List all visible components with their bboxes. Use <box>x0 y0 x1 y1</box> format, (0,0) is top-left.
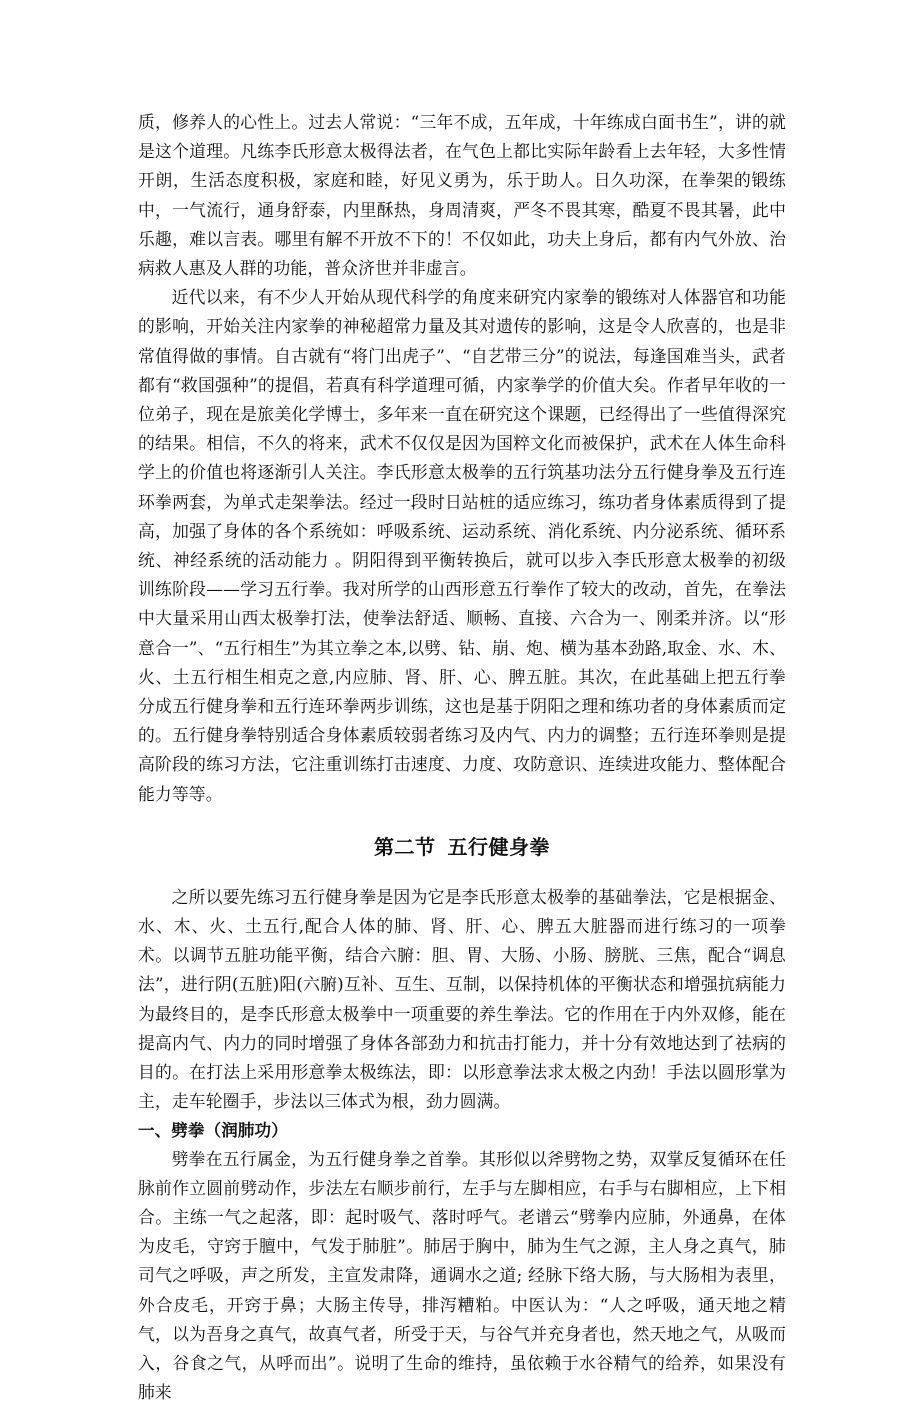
document-page <box>138 108 786 1407</box>
section-title-number: 第二节 <box>374 835 436 859</box>
section-title <box>138 831 786 863</box>
body-paragraph-modern-research: 近代以来，有不少人开始从现代科学的角度来研究内家拳的锻练对人体器官和功能的影响，开始关注内家拳的神秘超常力量及其对遗传的影响，这是令人欣喜的，也是非常值得做的事情。自古就有“将门出虎子”、“自艺带三分”的说法，每逢国难当头，武者都有“救国强种”的提倡，若真有科学道理可循，内家拳学的价值大矣。作者早年收的一位弟子，现在是旅美化学博士，多年来一直在研究这个课题，已经得出了一些值得深究的结果。相信，不久的将来，武术不仅仅是因为国粹文化而被保护，武术在人体生命科学上的价值也将逐渐引人关注。李氏形意太极拳的五行筑基功法分五行健身拳及五行连环拳两套，为单式走架拳法。经过一段时日站桩的适应练习，练功者身体素质得到了提高，加强了身体的各个系统如：呼吸系统、运动系统、消化系统、内分泌系统、循环系统、神经系统的活动能力 。阴阳得到平衡转换后，就可以步入李氏形意太极拳的初级训练阶段——学习五行拳。我对所学的山西形意五行拳作了较大的改动，首先，在拳法中大量采用山西太极拳打法，使拳法舒适、顺畅、直接、六合为一、刚柔并济。以“形意合一”、“五行相生”为其立拳之本,以劈、钻、崩、炮、横为基本劲路,取金、水、木、火、土五行相生相克之意,内应肺、肾、肝、心、脾五脏。其次，在此基础上把五行拳分成五行健身拳和五行连环拳两步训练，这也是基于阴阳之理和练功者的身体素质而定的。五行健身拳特别适合身体素质较弱者练习及内气、内力的调整；五行连环拳则是提高阶段的练习方法，它注重训练打击速度、力度、攻防意识、连续进攻能力、整体配合能力等等。 <box>138 283 786 809</box>
body-paragraph-section-intro: 之所以要先练习五行健身拳是因为它是李氏形意太极拳的基础拳法，它是根据金、水、木、火、土五行,配合人体的肺、肾、肝、心、脾五大脏器而进行练习的一项拳术。以调节五脏功能平衡，结合六腑：胆、胃、大肠、小肠、膀胱、三焦，配合“调息法”，进行阴(五脏)阳(六腑)互补、互生、互制，以保持机体的平衡状态和增强抗病能力为最终目的，是李氏形意太极拳中一项重要的养生拳法。它的作用在于内外双修，能在提高内气、内力的同时增强了身体各部劲力和抗击打能力，并十分有效地达到了祛病的目的。在打法上采用形意拳太极练法，即：以形意拳法求太极之内劲！手法以圆形掌为主，走车轮圈手，步法以三体式为根，劲力圆满。 <box>138 883 786 1117</box>
body-paragraph-pi-quan: 劈拳在五行属金，为五行健身拳之首拳。其形似以斧劈物之势，双掌反复循环在任脉前作立圆前劈动作，步法左右顺步前行，左手与左脚相应，右手与右脚相应，上下相合。主练一气之起落，即：起时吸气、落时呼气。老谱云“劈拳内应肺，外通鼻，在体为皮毛，守窍于膻中，气发于肺脏”。肺居于胸中，肺为生气之源，主人身之真气，肺司气之呼吸，声之所发，主宣发肃降，通调水之道; 经脉下络大肠，与大肠相为表里，外合皮毛，开窍于鼻；大肠主传导，排泻糟粕。中医认为：“人之呼吸，通天地之精气，以为吾身之真气，故真气者，所受于天，与谷气并充身者也，然天地之气，从吸而入，谷食之气，从呼而出”。说明了生命的维持，虽依赖于水谷精气的给养，如果没有肺来 <box>138 1145 786 1407</box>
subsection-heading: 一、劈拳（润肺功） <box>138 1117 786 1145</box>
section-title-name: 五行健身拳 <box>448 835 551 859</box>
body-paragraph-continued: 质，修养人的心性上。过去人常说：“三年不成，五年成，十年练成白面书生”，讲的就是这个道理。凡练李氏形意太极得法者，在气色上都比实际年龄看上去年轻，大多性情开朗，生活态度积极，家庭和睦，好见义勇为，乐于助人。日久功深，在拳架的锻练中，一气流行，通身舒泰，内里酥热，身周清爽，严冬不畏其寒，酷夏不畏其暑，此中乐趣，难以言表。哪里有解不开放不下的！不仅如此，功夫上身后，都有内气外放、治病救人惠及人群的功能，普众济世并非虚言。 <box>138 108 786 283</box>
